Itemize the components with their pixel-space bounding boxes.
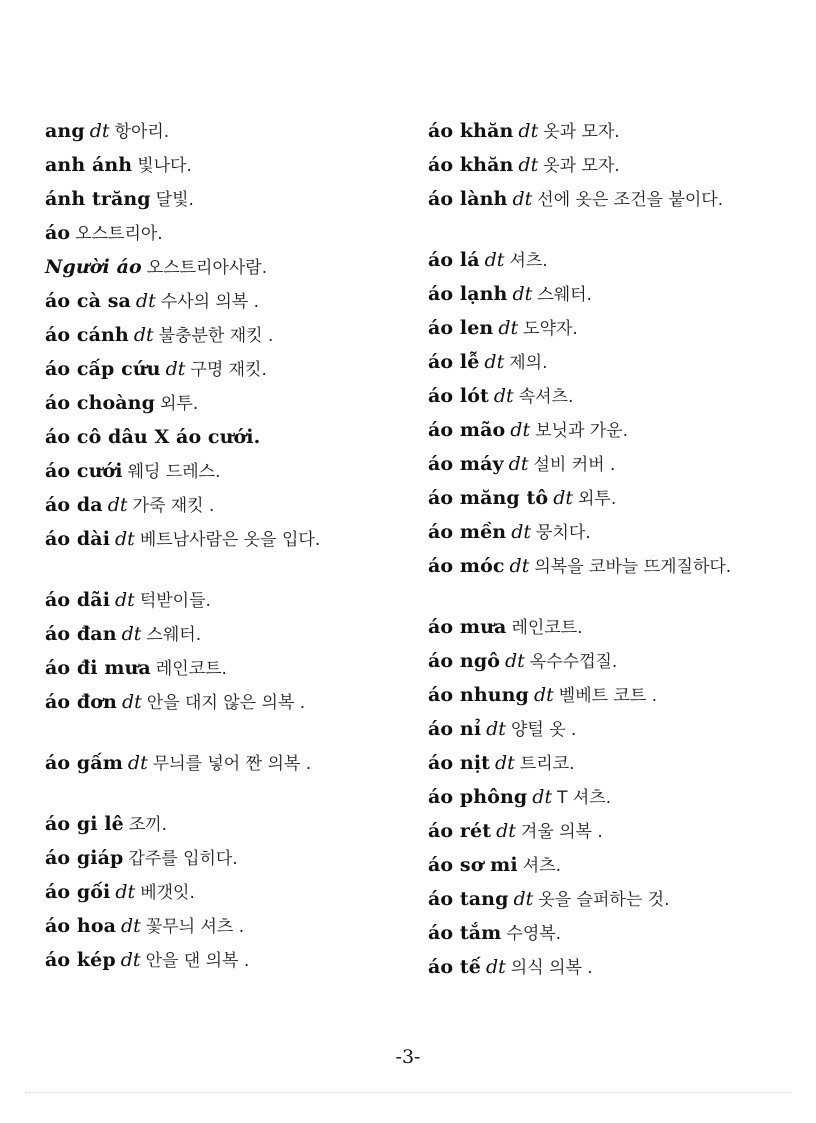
dictionary-entry xyxy=(428,852,783,886)
entry-gloss: 겨울 의복 . xyxy=(520,822,603,842)
entry-gloss: 레인코트. xyxy=(511,618,583,638)
entry-headword: Người áo xyxy=(45,256,142,278)
page-number: -3- xyxy=(395,1046,421,1068)
entry-part-of-speech: dt xyxy=(89,120,110,142)
entry-part-of-speech: dt xyxy=(133,324,154,346)
dictionary-entry xyxy=(45,621,405,655)
entry-headword: áo phông xyxy=(428,786,528,808)
bottom-dotted-rule xyxy=(25,1092,791,1093)
entry-gloss: 수영복. xyxy=(506,924,562,944)
dictionary-entry xyxy=(428,716,783,750)
entry-headword: áo lành xyxy=(428,188,508,210)
entry-headword: áo tắm xyxy=(428,922,502,944)
dictionary-entry xyxy=(428,553,783,614)
dictionary-entry xyxy=(428,417,783,451)
dictionary-entry xyxy=(428,954,783,988)
entry-headword: áo gối xyxy=(45,881,111,903)
entry-part-of-speech: dt xyxy=(127,752,148,774)
dictionary-entry xyxy=(428,186,783,247)
dictionary-entry xyxy=(428,614,783,648)
entry-headword: áo xyxy=(45,222,71,244)
dictionary-entry xyxy=(428,818,783,852)
dictionary-entry xyxy=(428,519,783,553)
entry-headword: áo khăn xyxy=(428,120,514,142)
entry-gloss: 양털 옷 . xyxy=(510,720,577,740)
entry-gloss: 선에 옷은 조건을 붙이다. xyxy=(537,190,724,210)
entry-headword: ang xyxy=(45,120,85,142)
entry-headword: áo đan xyxy=(45,623,117,645)
entry-gloss: 불충분한 재킷 . xyxy=(158,326,274,346)
entry-part-of-speech: dt xyxy=(486,718,506,740)
entry-gloss: 빛나다. xyxy=(137,156,192,176)
entry-gloss: 속셔츠. xyxy=(518,387,574,407)
dictionary-entry xyxy=(45,587,405,621)
dictionary-entry xyxy=(428,920,783,954)
entry-headword: áo kép xyxy=(45,949,116,971)
dictionary-entry xyxy=(45,492,405,526)
entry-headword: áo máy xyxy=(428,453,504,475)
entry-gloss: 가죽 재킷 . xyxy=(132,496,215,516)
entry-gloss: 레인코트. xyxy=(155,659,227,679)
entry-gloss: 항아리. xyxy=(114,122,170,142)
entry-headword: áo nỉ xyxy=(428,718,482,740)
entry-headword: áo hoa xyxy=(45,915,116,937)
entry-headword: áo cô dâu X áo cưới. xyxy=(45,426,261,448)
entry-part-of-speech: dt xyxy=(107,494,128,516)
entry-gloss: 트리코. xyxy=(519,754,575,774)
entry-part-of-speech: dt xyxy=(165,358,186,380)
entry-part-of-speech: dt xyxy=(512,188,533,210)
entry-headword: anh ánh xyxy=(45,154,133,176)
entry-part-of-speech: dt xyxy=(121,915,141,937)
left-column xyxy=(45,118,405,981)
entry-headword: áo cánh xyxy=(45,324,129,346)
entry-gloss: 조끼. xyxy=(128,815,168,835)
entry-part-of-speech: dt xyxy=(510,419,531,441)
entry-part-of-speech: dt xyxy=(518,120,539,142)
entry-headword: áo gấm xyxy=(45,752,123,774)
entry-part-of-speech: dt xyxy=(508,453,529,475)
entry-gloss: 보닛과 가운. xyxy=(535,421,629,441)
dictionary-entry xyxy=(45,254,405,288)
entry-gloss: 옷과 모자. xyxy=(543,156,620,176)
dictionary-entry xyxy=(428,451,783,485)
entry-part-of-speech: dt xyxy=(553,487,573,509)
entry-gloss: 옥수수껍질. xyxy=(529,652,618,672)
entry-gloss: 수사의 의복 . xyxy=(160,292,260,312)
entry-headword: áo lễ xyxy=(428,351,480,373)
dictionary-entry xyxy=(428,281,783,315)
entry-part-of-speech: dt xyxy=(121,623,142,645)
entry-headword: áo tang xyxy=(428,888,509,910)
dictionary-entry xyxy=(45,118,405,152)
entry-part-of-speech: dt xyxy=(115,881,136,903)
entry-headword: áo choàng xyxy=(45,392,155,414)
entry-headword: áo ngô xyxy=(428,650,500,672)
entry-part-of-speech: dt xyxy=(504,650,525,672)
entry-headword: áo tế xyxy=(428,956,481,978)
entry-gloss: 셔츠. xyxy=(509,251,548,271)
entry-gloss: 달빛. xyxy=(155,190,194,210)
entry-gloss: 스웨터. xyxy=(146,625,202,645)
dictionary-entry xyxy=(45,424,405,458)
entry-part-of-speech: dt xyxy=(509,555,530,577)
right-column xyxy=(428,118,783,988)
entry-gloss: 벨베트 코트 . xyxy=(558,686,658,706)
entry-headword: áo cà sa xyxy=(45,290,131,312)
dictionary-entry xyxy=(45,220,405,254)
entry-headword: áo lót xyxy=(428,385,489,407)
entry-part-of-speech: dt xyxy=(121,691,142,713)
entry-gloss: 안을 댄 의복 . xyxy=(145,951,250,971)
entry-headword: áo dài xyxy=(45,528,111,550)
entry-gloss: T 셔츠. xyxy=(557,788,612,808)
entry-part-of-speech: dt xyxy=(513,888,534,910)
entry-gloss: 도약자. xyxy=(523,319,578,339)
dictionary-entry xyxy=(45,947,405,981)
entry-gloss: 베트남사람은 옷을 입다. xyxy=(139,530,321,550)
dictionary-entry xyxy=(428,247,783,281)
entry-gloss: 오스트리아. xyxy=(75,224,163,244)
entry-headword: áo lạnh xyxy=(428,283,508,305)
entry-part-of-speech: dt xyxy=(533,684,554,706)
entry-part-of-speech: dt xyxy=(511,521,532,543)
entry-headword: áo rét xyxy=(428,820,492,842)
entry-headword: áo giáp xyxy=(45,847,124,869)
entry-headword: áo khăn xyxy=(428,154,514,176)
entry-gloss: 셔츠. xyxy=(522,856,561,876)
dictionary-entry xyxy=(428,682,783,716)
entry-part-of-speech: dt xyxy=(495,752,515,774)
entry-headword: áo măng tô xyxy=(428,487,549,509)
dictionary-entry xyxy=(45,750,405,811)
entry-headword: áo cưới xyxy=(45,460,123,482)
dictionary-entry xyxy=(45,913,405,947)
dictionary-entry xyxy=(45,288,405,322)
dictionary-entry xyxy=(428,648,783,682)
dictionary-entry xyxy=(428,886,783,920)
dictionary-entry xyxy=(428,349,783,383)
entry-part-of-speech: dt xyxy=(496,820,516,842)
entry-gloss: 갑주를 입히다. xyxy=(128,849,238,869)
entry-headword: áo mão xyxy=(428,419,506,441)
entry-headword: áo mền xyxy=(428,521,507,543)
entry-gloss: 스웨터. xyxy=(537,285,592,305)
entry-headword: áo móc xyxy=(428,555,505,577)
entry-headword: áo nịt xyxy=(428,752,491,774)
dictionary-entry xyxy=(428,315,783,349)
dictionary-entry xyxy=(45,458,405,492)
entry-headword: áo da xyxy=(45,494,103,516)
entry-gloss: 외투. xyxy=(159,394,199,414)
entry-part-of-speech: dt xyxy=(498,317,519,339)
dictionary-entry xyxy=(45,526,405,587)
dictionary-entry xyxy=(45,689,405,750)
entry-part-of-speech: dt xyxy=(512,283,533,305)
entry-part-of-speech: dt xyxy=(120,949,141,971)
entry-gloss: 제의. xyxy=(509,353,548,373)
entry-headword: áo đi mưa xyxy=(45,657,151,679)
entry-gloss: 베갯잇. xyxy=(140,883,195,903)
entry-headword: áo dãi xyxy=(45,589,111,611)
entry-headword: áo gi lê xyxy=(45,813,124,835)
dictionary-entry xyxy=(428,383,783,417)
entry-gloss: 오스트리아사람. xyxy=(146,258,268,278)
entry-headword: áo sơ mi xyxy=(428,854,518,876)
dictionary-entry xyxy=(428,485,783,519)
entry-headword: áo nhung xyxy=(428,684,529,706)
entry-part-of-speech: dt xyxy=(493,385,514,407)
entry-gloss: 꽃무늬 셔츠 . xyxy=(145,917,245,937)
entry-gloss: 의식 의복 . xyxy=(510,958,593,978)
entry-gloss: 구명 재킷. xyxy=(190,360,267,380)
entry-part-of-speech: dt xyxy=(115,528,135,550)
entry-gloss: 설비 커버 . xyxy=(533,455,616,475)
dictionary-entry xyxy=(45,322,405,356)
entry-headword: áo lá xyxy=(428,249,480,271)
entry-part-of-speech: dt xyxy=(518,154,539,176)
entry-gloss: 뭉치다. xyxy=(536,523,591,543)
dictionary-entry xyxy=(45,152,405,186)
dictionary-entry xyxy=(45,390,405,424)
entry-gloss: 옷을 슬퍼하는 것. xyxy=(538,890,670,910)
entry-part-of-speech: dt xyxy=(484,249,505,271)
dictionary-entry xyxy=(428,118,783,152)
entry-part-of-speech: dt xyxy=(135,290,156,312)
entry-part-of-speech: dt xyxy=(115,589,135,611)
entry-part-of-speech: dt xyxy=(484,351,505,373)
entry-gloss: 옷과 모자. xyxy=(543,122,620,142)
entry-headword: áo cấp cứu xyxy=(45,358,161,380)
entry-headword: áo mưa xyxy=(428,616,507,638)
entry-part-of-speech: dt xyxy=(485,956,506,978)
entry-headword: ánh trăng xyxy=(45,188,151,210)
entry-gloss: 무늬를 넣어 짠 의복 . xyxy=(152,754,312,774)
entry-gloss: 외투. xyxy=(578,489,617,509)
dictionary-entry xyxy=(45,186,405,220)
dictionary-entry xyxy=(45,879,405,913)
entry-part-of-speech: dt xyxy=(532,786,553,808)
dictionary-entry xyxy=(428,750,783,784)
entry-gloss: 안을 대지 않은 의복 . xyxy=(146,693,306,713)
entry-gloss: 턱받이들. xyxy=(139,591,211,611)
dictionary-entry xyxy=(45,655,405,689)
dictionary-entry xyxy=(45,811,405,845)
entry-headword: áo đơn xyxy=(45,691,117,713)
dictionary-entry xyxy=(428,784,783,818)
dictionary-entry xyxy=(45,356,405,390)
entry-gloss: 의복을 코바늘 뜨게질하다. xyxy=(534,557,732,577)
dictionary-entry xyxy=(45,845,405,879)
entry-gloss: 웨딩 드레스. xyxy=(127,462,221,482)
entry-headword: áo len xyxy=(428,317,494,339)
dictionary-entry xyxy=(428,152,783,186)
